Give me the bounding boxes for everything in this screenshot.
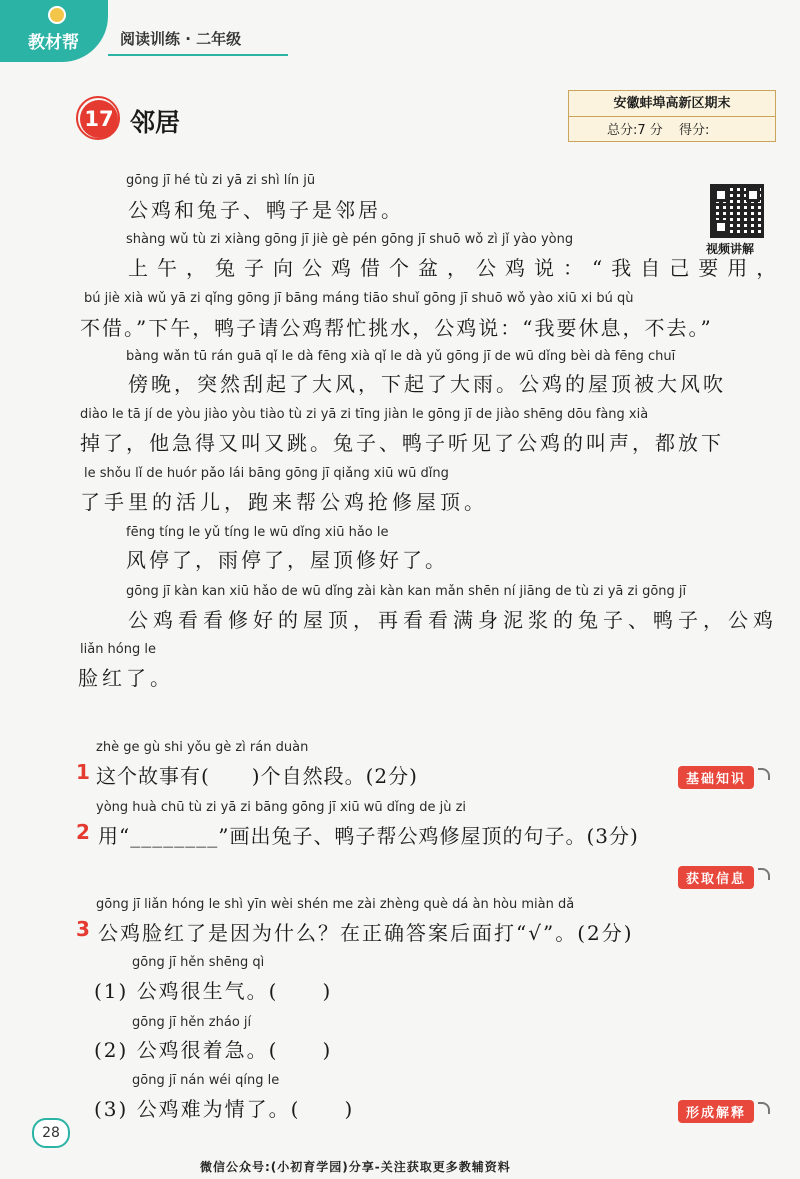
hook-icon <box>758 1102 770 1114</box>
question-text: 这个故事有( )个自然段。(2分) <box>96 764 418 788</box>
exam-source-box <box>568 90 776 142</box>
passage-line: 公鸡和兔子、鸭子是邻居。 <box>128 198 404 222</box>
pinyin-line: le shǒu lǐ de huór pǎo lái bāng gōng jī qiǎng xiū wū dǐng <box>84 466 449 481</box>
brand-name: 教材帮 <box>28 33 79 53</box>
answer-option[interactable]: (1) 公鸡很生气。( ) <box>94 979 333 1003</box>
passage-line: 上午，兔子向公鸡借个盆，公鸡说：“我自己要用， <box>128 256 786 280</box>
option-pinyin: gōng jī nán wéi qíng le <box>132 1073 280 1088</box>
lesson-title: 邻居 <box>130 108 181 137</box>
question-number: 2 <box>76 820 90 844</box>
question-number: 1 <box>76 760 90 784</box>
brand-tab <box>0 0 108 62</box>
series-title: 阅读训练 · 二年级 <box>120 30 242 48</box>
skill-tag: 获取信息 <box>678 866 754 889</box>
option-pinyin: gōng jī hěn zháo jí <box>132 1015 252 1030</box>
pinyin-line: bú jiè xià wǔ yā zi qǐng gōng jī bāng máng tiāo shuǐ gōng jī shuō wǒ yào xiū xi bú qù <box>84 291 634 306</box>
passage-line: 不借。”下午，鸭子请公鸡帮忙挑水，公鸡说：“我要休息，不去。” <box>80 316 713 340</box>
passage-line: 傍晚，突然刮起了大风，下起了大雨。公鸡的屋顶被大风吹 <box>128 372 726 396</box>
passage-line: 风停了，雨停了，屋顶修好了。 <box>126 548 448 572</box>
question-number: 3 <box>76 917 90 941</box>
pinyin-line: shàng wǔ tù zi xiàng gōng jī jiè gè pén gōng jī shuō wǒ zì jǐ yào yòng <box>126 232 574 247</box>
skill-tag: 形成解释 <box>678 1100 754 1123</box>
passage-line: 掉了，他急得又叫又跳。兔子、鸭子听见了公鸡的叫声，都放下 <box>80 431 724 455</box>
question-text: 公鸡脸红了是因为什么？在正确答案后面打“√”。(2分) <box>98 921 634 945</box>
passage-line: 公鸡看看修好的屋顶，再看看满身泥浆的兔子、鸭子，公鸡 <box>128 608 778 632</box>
score-label: 得分: <box>678 123 710 138</box>
qr-code-icon[interactable] <box>710 184 764 238</box>
score-line <box>607 119 721 138</box>
passage-line: 脸红了。 <box>78 666 174 690</box>
question-text: 用“________”画出兔子、鸭子帮公鸡修屋顶的句子。(3分) <box>98 824 639 848</box>
pinyin-line: gōng jī kàn kan xiū hǎo de wū dǐng zài kàn kan mǎn shēn ní jiāng de tù zi yā zi gōng jī <box>126 584 687 599</box>
option-pinyin: gōng jī hěn shēng qì <box>132 955 265 970</box>
exam-source: 安徽蚌埠高新区期末 <box>569 91 775 117</box>
question-pinyin: yòng huà chū tù zi yā zi bāng gōng jī xiū wū dǐng de jù zi <box>96 800 466 815</box>
total-score: 总分:7 分 <box>607 123 663 138</box>
header-divider <box>108 54 288 56</box>
page-number: 28 <box>32 1118 70 1148</box>
footer-notice: 微信公众号:(小初育学园)分享-关注获取更多教辅资料 <box>200 1160 511 1174</box>
pinyin-line: diào le tā jí de yòu jiào yòu tiào tù zi yā zi tīng jiàn le gōng jī de jiào shēng dōu fàng xià <box>80 407 649 422</box>
question-pinyin: gōng jī liǎn hóng le shì yīn wèi shén me zài zhèng què dá àn hòu miàn dǎ <box>96 897 575 912</box>
qr-corner <box>714 220 728 234</box>
pinyin-line: fēng tíng le yǔ tíng le wū dǐng xiū hǎo le <box>126 525 389 540</box>
pinyin-line: gōng jī hé tù zi yā zi shì lín jū <box>126 173 316 188</box>
qr-corner <box>746 188 760 202</box>
skill-tag: 基础知识 <box>678 766 754 789</box>
qr-label: 视频讲解 <box>706 242 755 256</box>
question-pinyin: zhè ge gù shi yǒu gè zì rán duàn <box>96 740 309 755</box>
passage-line: 了手里的活儿，跑来帮公鸡抢修屋顶。 <box>80 490 488 514</box>
answer-option[interactable]: (2) 公鸡很着急。( ) <box>94 1038 333 1062</box>
pinyin-line: liǎn hóng le <box>80 642 156 657</box>
lesson-number: 17 <box>80 100 118 138</box>
answer-option[interactable]: (3) 公鸡难为情了。( ) <box>94 1097 355 1121</box>
lightbulb-icon <box>48 6 66 24</box>
hook-icon <box>758 768 770 780</box>
pinyin-line: bàng wǎn tū rán guā qǐ le dà fēng xià qǐ le dà yǔ gōng jī de wū dǐng bèi dà fēng chuī <box>126 349 676 364</box>
hook-icon <box>758 868 770 880</box>
qr-corner <box>714 188 728 202</box>
